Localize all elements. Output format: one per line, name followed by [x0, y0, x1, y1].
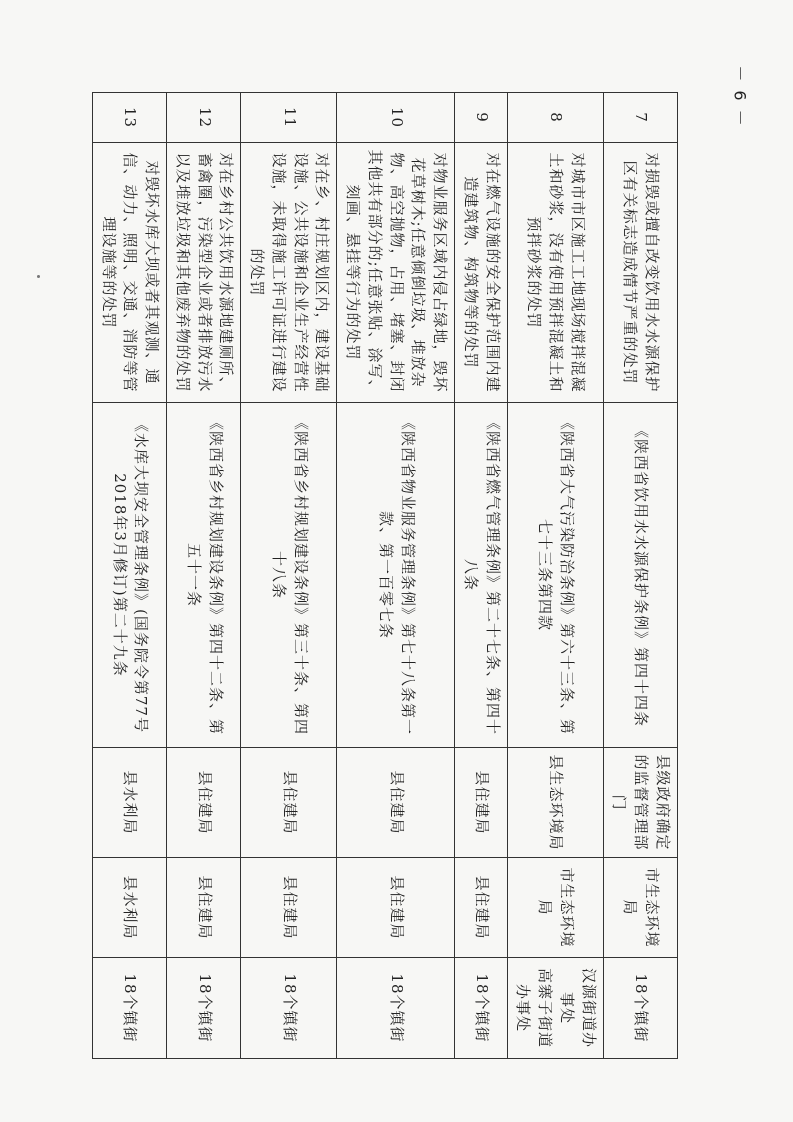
table-row — [507, 93, 603, 1059]
matter-cell: 对损毁或擅自改变饮用水水源保护区有关标志造成情节严重的处罚 — [603, 143, 677, 403]
table-row — [337, 93, 455, 1059]
row-number: 11 — [241, 93, 337, 143]
legal-basis-cell: 《陕西省物业服务管理条例》第七十八条第一款、第一百零七条 — [337, 403, 455, 748]
matter-cell: 对城市市区施工工地现场搅拌混凝土和砂浆，没有使用预拌混凝土和预拌砂浆的处罚 — [507, 143, 603, 403]
table-body — [93, 93, 678, 1059]
enforcement-matters-table — [92, 92, 678, 1059]
supervising-dept-cell: 县生态环境局 — [507, 748, 603, 858]
implementer-cell: 18个镇街 — [337, 958, 455, 1059]
supervising-dept-cell: 县住建局 — [455, 748, 508, 858]
legal-basis-cell: 《陕西省燃气管理条例》第二十七条、第四十八条 — [455, 403, 508, 748]
table-row — [241, 93, 337, 1059]
matter-cell: 对物业服务区域内侵占绿地，毁坏花草树木;任意倾倒垃圾、堆放杂物、高空抛物，占用、堵塞、封闭其他共有部分的;任意张贴、涂写、刻画、悬挂等行为的处罚 — [337, 143, 455, 403]
implementer-cell: 18个镇街 — [603, 958, 677, 1059]
legal-basis-cell: 《陕西省大气污染防治条例》第六十三条、第七十三条第四款 — [507, 403, 603, 748]
rotated-table-container — [99, 92, 678, 1058]
city-dept-cell: 县住建局 — [455, 858, 508, 958]
implementer-cell: 18个镇街 — [455, 958, 508, 1059]
supervising-dept-cell: 县住建局 — [337, 748, 455, 858]
page-number: － 6 － — [730, 65, 750, 128]
table-row — [167, 93, 241, 1059]
supervising-dept-cell: 县住建局 — [167, 748, 241, 858]
matter-cell: 对在乡村公共饮用水源地建厕所、畜禽圈，污染型企业或者排放污水以及堆放垃圾和其他废弃物的处罚 — [167, 143, 241, 403]
implementer-cell: 汉源街道办事处 高寨子街道办事处 — [507, 958, 603, 1059]
table-row — [455, 93, 508, 1059]
city-dept-cell: 县住建局 — [241, 858, 337, 958]
matter-cell: 对在燃气设施的安全保护范围内建造建筑物、构筑物等的处罚 — [455, 143, 508, 403]
legal-basis-cell: 《陕西省饮用水水源保护条例》第四十四条 — [603, 403, 677, 748]
city-dept-cell: 市生态环境局 — [603, 858, 677, 958]
row-number: 7 — [603, 93, 677, 143]
city-dept-cell: 县住建局 — [337, 858, 455, 958]
supervising-dept-cell: 县住建局 — [241, 748, 337, 858]
matter-cell: 对毁坏水库大坝或者其观测、通信、动力、照明、交通、消防等管理设施等的处罚 — [93, 143, 167, 403]
row-number: 9 — [455, 93, 508, 143]
city-dept-cell: 市生态环境局 — [507, 858, 603, 958]
implementer-cell: 18个镇街 — [93, 958, 167, 1059]
implementer-cell: 18个镇街 — [167, 958, 241, 1059]
matter-cell: 对在乡、村庄规划区内，建设基础设施、公共设施和企业生产经营性设施，未取得施工许可证进行建设的处罚 — [241, 143, 337, 403]
row-number: 10 — [337, 93, 455, 143]
legal-basis-cell: 《陕西省乡村规划建设条例》第三十条、第四十八条 — [241, 403, 337, 748]
row-number: 13 — [93, 93, 167, 143]
legal-basis-cell: 《水库大坝安全管理条例》(国务院令第77号2018年3月修订)第二十九条 — [93, 403, 167, 748]
supervising-dept-cell: 县水利局 — [93, 748, 167, 858]
row-number: 12 — [167, 93, 241, 143]
scan-speck — [37, 275, 40, 278]
table-row — [93, 93, 167, 1059]
legal-basis-cell: 《陕西省乡村规划建设条例》第四十二条、第五十一条 — [167, 403, 241, 748]
table-row — [603, 93, 677, 1059]
row-number: 8 — [507, 93, 603, 143]
city-dept-cell: 县住建局 — [167, 858, 241, 958]
city-dept-cell: 县水利局 — [93, 858, 167, 958]
implementer-cell: 18个镇街 — [241, 958, 337, 1059]
supervising-dept-cell: 县级政府确定的监督管理部门 — [603, 748, 677, 858]
